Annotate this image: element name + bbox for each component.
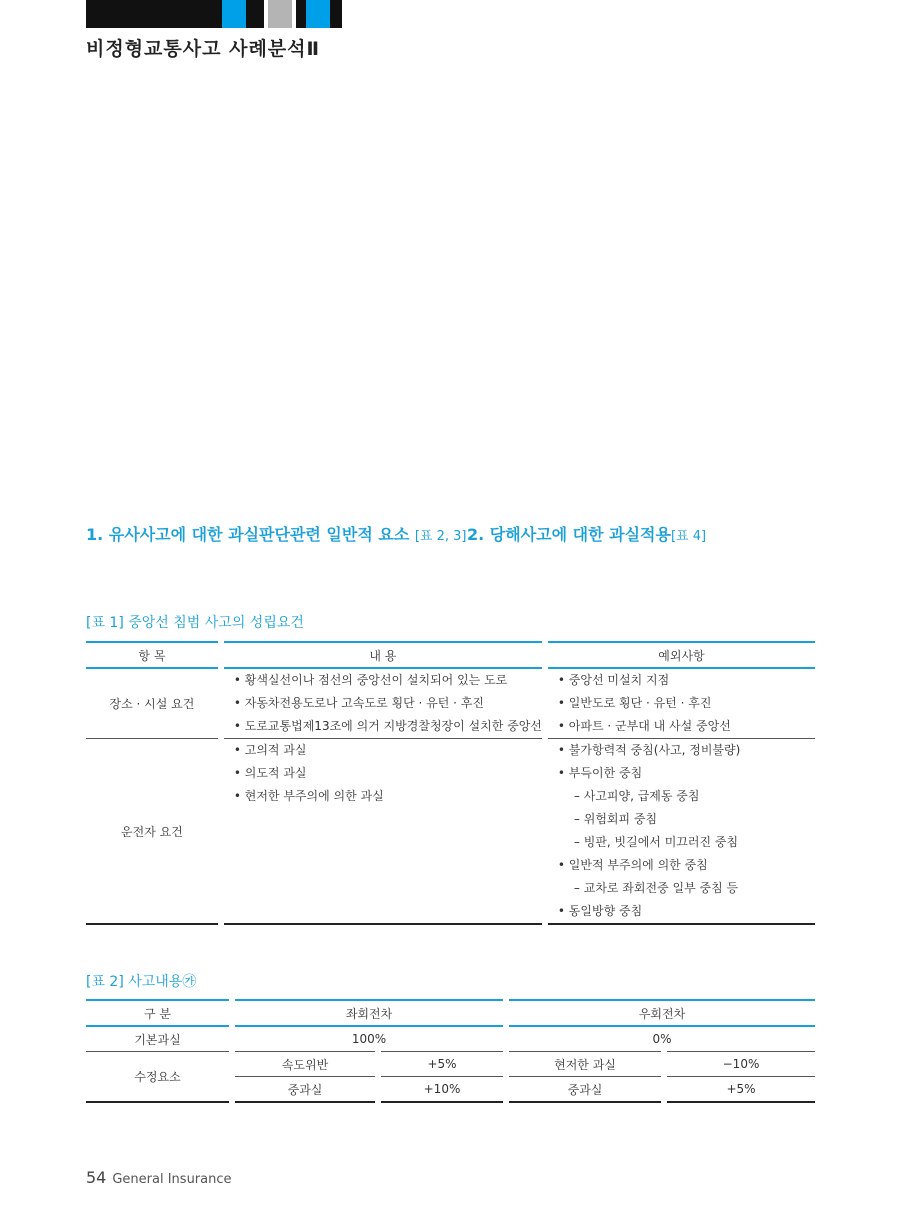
list-item: • 자동차전용도로나 고속도로 횡단 · 유턴 · 후진 (233, 696, 484, 710)
column-header: 구 분 (86, 1000, 232, 1026)
page-number: 54 (86, 1168, 107, 1187)
table-row (86, 1026, 815, 1052)
column-header: 우회전차 (506, 1000, 815, 1026)
bar-segment (86, 0, 222, 28)
table2-caption: [표 2] 사고내용㉮ (86, 974, 197, 990)
list-item: • 현저한 부주의에 의한 과실 (233, 789, 384, 803)
heading-ref: [표 4] (670, 529, 707, 544)
list-item: • 동일방향 중침 (557, 904, 643, 918)
modifier-name: 중과실 (506, 1077, 664, 1103)
modifier-value: +5% (378, 1052, 506, 1077)
section-heading-1 (86, 522, 466, 545)
value-cell: 0% (506, 1026, 815, 1052)
table1-caption: [표 1] 중앙선 침범 사고의 성립요건 (86, 615, 304, 631)
bar-segment (268, 0, 292, 28)
row-label: 장소 · 시설 요건 (86, 668, 221, 739)
heading-text: 2. 당해사고에 대한 과실적용 (467, 525, 671, 544)
modifier-value: −10% (664, 1052, 815, 1077)
list-item: • 고의적 과실 (233, 743, 307, 757)
publication-name: General Insurance (112, 1172, 232, 1187)
value-cell: 100% (232, 1026, 506, 1052)
table-row (86, 739, 815, 925)
modifier-name: 현저한 과실 (506, 1052, 664, 1077)
modifier-value: +5% (664, 1077, 815, 1103)
modifier-name: 중과실 (232, 1077, 378, 1103)
list-item: • 부득이한 중침 (557, 766, 643, 780)
modifier-value: +10% (378, 1077, 506, 1103)
bar-segment (250, 0, 264, 28)
list-item: • 의도적 과실 (233, 766, 307, 780)
content-cell (221, 668, 545, 739)
bar-segment (222, 0, 246, 28)
bar-segment (306, 0, 330, 28)
column-header: 항 목 (86, 642, 221, 668)
table-header-row (86, 642, 815, 668)
row-label: 수정요소 (86, 1052, 232, 1103)
column-header: 내 용 (221, 642, 545, 668)
column-header: 좌회전차 (232, 1000, 506, 1026)
row-label: 운전자 요건 (86, 739, 221, 925)
content-cell (221, 739, 545, 925)
bar-segment (296, 0, 306, 28)
table-1 (86, 641, 815, 925)
list-item: • 일반적 부주의에 의한 중침 (557, 858, 708, 872)
row-label: 기본과실 (86, 1026, 232, 1052)
modifier-name: 속도위반 (232, 1052, 378, 1077)
list-item: • 불가항력적 중침(사고, 정비불량) (557, 743, 741, 757)
table-row (86, 668, 815, 739)
column-header: 예외사항 (545, 642, 815, 668)
list-subitem: – 위험회피 중침 (573, 812, 658, 826)
list-subitem: – 빙판, 빗길에서 미끄러진 중침 (573, 835, 739, 849)
exception-cell (545, 739, 815, 925)
bar-segment (330, 0, 342, 28)
table-2 (86, 999, 815, 1103)
list-subitem: – 교차로 좌회전중 일부 중침 등 (573, 881, 739, 895)
header-color-bar (86, 0, 342, 28)
list-item: • 중앙선 미설치 지점 (557, 673, 670, 687)
section-heading-2 (467, 522, 706, 545)
exception-cell (545, 668, 815, 739)
list-item: • 아파트 · 군부대 내 사설 중앙선 (557, 719, 731, 733)
list-item: • 황색실선이나 점선의 중앙선이 설치되어 있는 도로 (233, 673, 508, 687)
list-subitem: – 사고피양, 급제동 중침 (573, 789, 700, 803)
list-item: • 일반도로 횡단 · 유턴 · 후진 (557, 696, 712, 710)
document-title: 비정형교통사고 사례분석Ⅱ (86, 38, 321, 60)
page-footer (86, 1168, 232, 1187)
heading-ref: [표 2, 3] (414, 529, 467, 544)
table-header-row (86, 1000, 815, 1026)
table-row (86, 1052, 815, 1077)
heading-text: 1. 유사사고에 대한 과실판단관련 일반적 요소 (86, 525, 415, 544)
list-item: • 도로교통법제13조에 의거 지방경찰청장이 설치한 중앙선 (233, 719, 542, 733)
